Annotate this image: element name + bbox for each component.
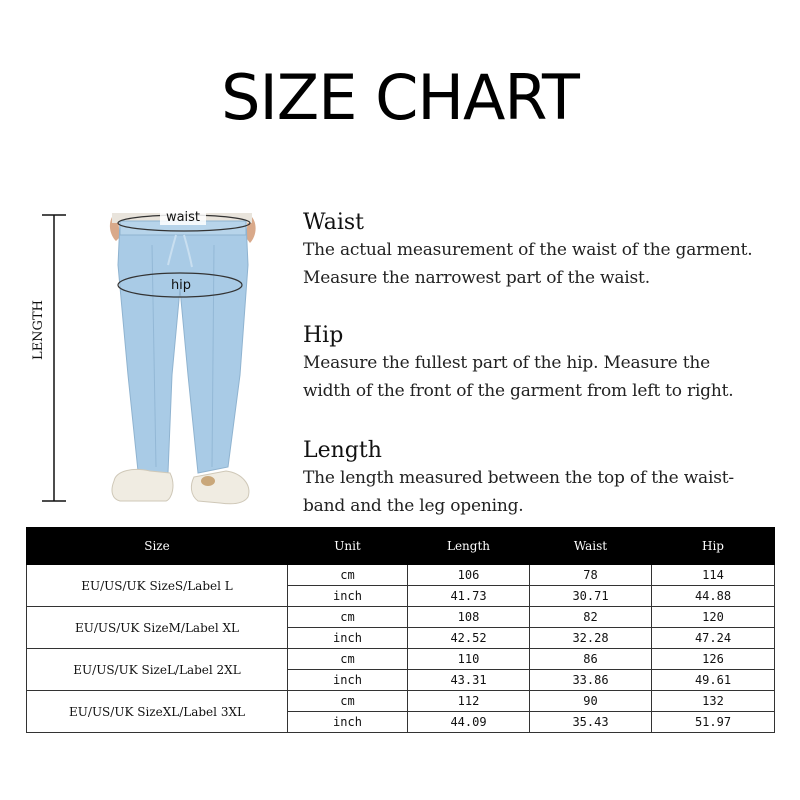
hip-cell: 44.88 [652, 586, 775, 607]
hip-section [303, 323, 783, 405]
size-cell: EU/US/UK SizeM/Label XL [27, 607, 288, 649]
waist-cell: 35.43 [530, 712, 652, 733]
hip-text-line-1: Measure the fullest part of the hip. Measure the [303, 353, 710, 373]
hip-cell: 132 [652, 691, 775, 712]
length-text-line-2: band and the leg opening. [303, 496, 524, 516]
left-shoe [112, 469, 173, 501]
unit-cell: inch [288, 586, 408, 607]
length-cell: 42.52 [408, 628, 530, 649]
length-label: LENGTH [31, 300, 46, 360]
length-heading: Length [303, 438, 382, 463]
length-cell: 110 [408, 649, 530, 670]
hip-cell: 47.24 [652, 628, 775, 649]
unit-cell: cm [288, 607, 408, 628]
unit-cell: inch [288, 670, 408, 691]
unit-cell: inch [288, 628, 408, 649]
header-size: Size [27, 528, 288, 565]
table-row [27, 649, 775, 670]
hip-cell: 49.61 [652, 670, 775, 691]
hip-cell: 114 [652, 565, 775, 586]
length-cell: 44.09 [408, 712, 530, 733]
page-title: SIZE CHART [221, 61, 579, 134]
header-waist: Waist [530, 528, 652, 565]
unit-cell: inch [288, 712, 408, 733]
pants-body [118, 221, 248, 473]
length-cell: 108 [408, 607, 530, 628]
waist-cell: 78 [530, 565, 652, 586]
table-row [27, 691, 775, 712]
size-table [26, 527, 775, 733]
unit-cell: cm [288, 649, 408, 670]
hip-cell: 126 [652, 649, 775, 670]
waist-text-line-2: Measure the narrowest part of the waist. [303, 268, 650, 288]
hip-cell: 51.97 [652, 712, 775, 733]
size-cell: EU/US/UK SizeS/Label L [27, 565, 288, 607]
length-cell: 41.73 [408, 586, 530, 607]
waist-cell: 86 [530, 649, 652, 670]
waist-heading: Waist [303, 210, 364, 235]
right-shoe [191, 471, 249, 504]
table-row [27, 565, 775, 586]
length-section [303, 438, 783, 520]
waist-section [303, 210, 783, 292]
waist-cell: 90 [530, 691, 652, 712]
table-header-row [27, 528, 775, 565]
waist-cell: 33.86 [530, 670, 652, 691]
waist-cell: 82 [530, 607, 652, 628]
length-cell: 112 [408, 691, 530, 712]
pants-figure [20, 205, 280, 515]
waist-cell: 32.28 [530, 628, 652, 649]
hip-label: hip [170, 278, 192, 293]
waist-cell: 30.71 [530, 586, 652, 607]
header-hip: Hip [652, 528, 775, 565]
hip-cell: 120 [652, 607, 775, 628]
header-length: Length [408, 528, 530, 565]
length-text-line-1: The length measured between the top of the waist- [303, 468, 734, 488]
unit-cell: cm [288, 691, 408, 712]
table-row [27, 607, 775, 628]
pants-illustration [20, 205, 280, 515]
size-cell: EU/US/UK SizeL/Label 2XL [27, 649, 288, 691]
hip-text-line-2: width of the front of the garment from left to right. [303, 381, 734, 401]
waist-label: waist [165, 210, 201, 225]
shoe-buckle [201, 476, 215, 486]
length-cell: 43.31 [408, 670, 530, 691]
length-cell: 106 [408, 565, 530, 586]
unit-cell: cm [288, 565, 408, 586]
size-cell: EU/US/UK SizeXL/Label 3XL [27, 691, 288, 733]
header-unit: Unit [288, 528, 408, 565]
waist-text-line-1: The actual measurement of the waist of the garment. [303, 240, 753, 260]
hip-heading: Hip [303, 323, 344, 348]
